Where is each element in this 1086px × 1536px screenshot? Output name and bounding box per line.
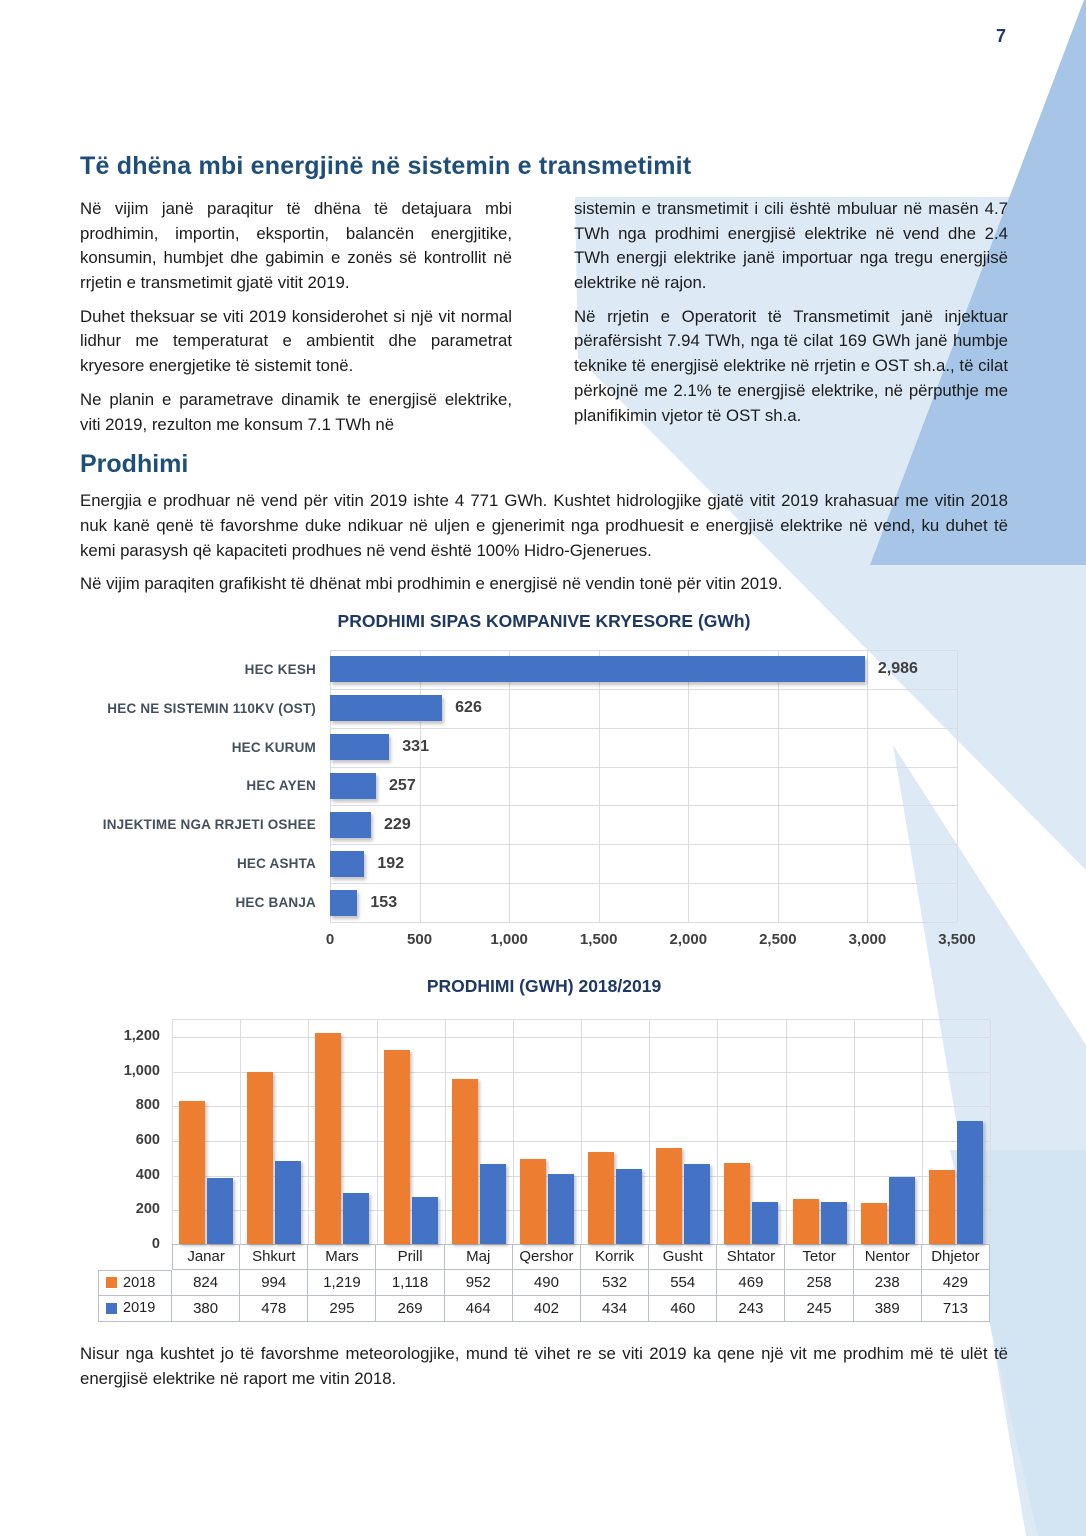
chart2-table-value: 469 (717, 1270, 785, 1296)
chart2-title: PRODHIMI (GWH) 2018/2019 (426, 975, 662, 996)
chart2-y-tick-label: 1,200 (123, 1028, 160, 1045)
chart2-bar-2018 (384, 1050, 410, 1244)
chart1-value-label: 192 (377, 854, 405, 872)
chart2-gridline (513, 1020, 514, 1244)
chart2-bar-2018 (793, 1199, 819, 1244)
chart1-category-label: HEC ASHTA (236, 856, 316, 872)
chart2-gridline (172, 1020, 173, 1244)
chart2-table-value: 269 (376, 1296, 444, 1322)
chart2-table-value: 460 (649, 1296, 717, 1322)
intro-paragraph: sistemin e transmetimit i cili është mbuluar në masën 4.7 TWh nga prodhimi energjisë elektrike në vend dhe 2.4 TWh energji elektrike janë importuar nga tregu energjisë elektrike në rajon. (574, 199, 1008, 293)
chart2-table-value: 554 (649, 1270, 717, 1296)
chart2-bar-2019 (684, 1164, 710, 1244)
chart2-table-value: 1,219 (308, 1270, 376, 1296)
legend-label: 2019 (123, 1300, 156, 1317)
prodhimi-paragraph: Energjia e prodhuar në vend për vitin 2019 ishte 4 771 GWh. Kushtet hidrologjike gjatë vitit 2019 krahasuar me vitin 2018 nuk kanë qenë të favorshme duke ndikuar në uljen e gjenerimit nga prodhuesit e energjisë elektrike në vend, ku duhet të kemi parasysh që kapaciteti prodhues në vend është 100% Hidro-Gjenerues. (80, 491, 1008, 560)
chart2-bar-2019 (343, 1193, 369, 1244)
chart2-y-tick-label: 600 (135, 1132, 160, 1149)
chart2-table-value: 258 (785, 1270, 853, 1296)
chart1-bar (330, 773, 376, 799)
chart2-bar-2019 (275, 1161, 301, 1244)
chart2-y-tick-label: 0 (151, 1235, 160, 1252)
chart2-gridline (172, 1244, 990, 1245)
chart2-bar-2018 (179, 1101, 205, 1244)
chart2-bar-2019 (821, 1202, 847, 1244)
chart2-table-value: 994 (240, 1270, 308, 1296)
chart1-title: PRODHIMI SIPAS KOMPANIVE KRYESORE (GWh) (337, 610, 751, 631)
chart1-category-label: HEC NE SISTEMIN 110KV (OST) (107, 700, 316, 716)
chart2-table-value: 952 (445, 1270, 513, 1296)
chart2-table-value: 429 (922, 1270, 990, 1296)
chart2-gridline (240, 1020, 241, 1244)
closing-paragraph: Nisur nga kushtet jo të favorshme meteorologjike, mund të vihet re se viti 2019 ka qene një vit me prodhim më të ulët të energjisë elektrike në raport me vitin 2018. (80, 1343, 1008, 1388)
chart1-bar (330, 734, 389, 760)
chart2-bar-2019 (207, 1178, 233, 1244)
chart2-data-table (98, 1244, 990, 1322)
chart2-bar-2018 (588, 1152, 614, 1244)
chart2-bar-2018 (861, 1203, 887, 1244)
chart2-table-month-header: Tetor (785, 1244, 853, 1270)
intro-columns (80, 197, 1008, 446)
chart2-table-month-header: Shtator (717, 1244, 785, 1270)
chart-production-by-company (80, 611, 1008, 952)
chart2-bar-2018 (247, 1072, 273, 1244)
chart1-gridline (957, 650, 958, 922)
legend-swatch-2018 (106, 1277, 117, 1288)
chart2-bar-2018 (724, 1163, 750, 1244)
chart2-table-month-header: Dhjetor (922, 1244, 990, 1270)
chart2-table-month-header: Shkurt (240, 1244, 308, 1270)
chart2-gridline (990, 1020, 991, 1244)
chart1-x-tick-label: 2,500 (759, 930, 797, 948)
chart1-gridline (330, 767, 957, 768)
chart2-table-month-header: Gusht (649, 1244, 717, 1270)
chart-production-2018-2019 (80, 976, 1008, 1322)
chart2-y-tick-label: 400 (135, 1166, 160, 1183)
page-number: 7 (995, 26, 1006, 46)
chart2-table-value: 238 (854, 1270, 922, 1296)
chart2-table-value: 464 (445, 1296, 513, 1322)
chart2-table-value: 295 (308, 1296, 376, 1322)
chart1-gridline (330, 650, 957, 651)
chart1-plot-area (330, 650, 957, 922)
chart2-table-month-header: Korrik (581, 1244, 649, 1270)
chart2-bar-2019 (889, 1177, 915, 1244)
chart2-bar-2019 (752, 1202, 778, 1244)
intro-paragraph: Në vijim janë paraqitur të dhëna të detajuara mbi prodhimin, importin, eksportin, balancën energjitike, konsumin, humbjet dhe gabimin e zonës së kontrollit në rrjetin e transmetimit gjatë vitit 2019. (80, 199, 512, 293)
chart1-x-tick-label: 1,500 (579, 930, 618, 948)
chart2-table-value: 532 (581, 1270, 649, 1296)
prodhimi-paragraph: Në vijim paraqiten grafikisht të dhënat mbi prodhimin e energjisë në vendin tonë për vitin 2019. (80, 574, 783, 594)
chart1-bar (330, 851, 364, 877)
chart1-gridline (867, 650, 868, 922)
chart2-plot-area (172, 1019, 990, 1244)
chart1-gridline (330, 844, 957, 845)
chart1-category-label: HEC BANJA (235, 895, 316, 911)
chart2-table-value: 243 (717, 1296, 785, 1322)
chart1-x-tick-label: 0 (325, 930, 335, 948)
chart2-table-month-header: Nentor (854, 1244, 922, 1270)
chart2-table-value: 380 (172, 1296, 240, 1322)
chart1-category-label: INJEKTIME NGA RRJETI OSHEE (102, 817, 316, 833)
chart1-gridline (330, 728, 957, 729)
chart2-table-value: 824 (172, 1270, 240, 1296)
page-title: Të dhëna mbi energjinë në sistemin e transmetimit (80, 152, 692, 180)
intro-paragraph: Në rrjetin e Operatorit të Transmetimit janë injektuar përafërsisht 7.94 TWh, nga të cilat 169 GWh janë humbje teknike të energjisë elektrike në rrjetin e OST sh.a., të cilat përkojnë me 2.1% te energjisë elektrike, në përputhje me planifikimin vjetor të OST sh.a. (574, 306, 1008, 425)
chart2-table-month-header: Prill (376, 1244, 444, 1270)
chart1-category-label: HEC KESH (244, 661, 316, 677)
chart1-body (80, 650, 1008, 922)
legend-label: 2018 (123, 1274, 156, 1291)
chart2-bar-2018 (315, 1033, 341, 1244)
chart2-bar-2019 (480, 1164, 506, 1244)
chart1-gridline (509, 650, 510, 922)
chart2-y-tick-label: 1,000 (123, 1062, 160, 1079)
chart1-gridline (599, 650, 600, 922)
chart2-bar-2018 (520, 1159, 546, 1244)
legend-swatch-2019 (106, 1303, 117, 1314)
chart2-y-tick-label: 200 (135, 1201, 160, 1218)
chart2-table-value: 434 (581, 1296, 649, 1322)
chart2-bar-2019 (548, 1174, 574, 1244)
chart2-bar-2019 (616, 1169, 642, 1244)
intro-paragraph: Ne planin e parametrave dinamik te energjisë elektrike, viti 2019, rezulton me konsum 7.1 TWh në (80, 389, 512, 434)
chart1-value-label: 153 (370, 893, 398, 911)
intro-right-column (574, 197, 1008, 446)
chart2-table-month-header: Maj (445, 1244, 513, 1270)
chart2-bar-2018 (452, 1079, 478, 1244)
chart1-bar (330, 812, 371, 838)
chart2-gridline (717, 1020, 718, 1244)
chart2-gridline (854, 1020, 855, 1244)
chart1-value-label: 626 (455, 699, 482, 717)
chart1-x-tick-label: 3,000 (848, 930, 887, 948)
chart2-table-value: 245 (785, 1296, 853, 1322)
chart1-gridline (330, 689, 957, 690)
chart1-x-tick-label: 500 (407, 930, 433, 948)
chart2-table-month-header: Qershor (513, 1244, 581, 1270)
chart2-bar-2019 (412, 1197, 438, 1244)
chart1-x-axis (325, 922, 976, 952)
chart1-category-labels (80, 650, 330, 922)
chart2-gridline (581, 1020, 582, 1244)
chart2-table-month-header: Mars (308, 1244, 376, 1270)
chart2-gridline (649, 1020, 650, 1244)
chart1-x-tick-label: 1,000 (490, 930, 528, 948)
intro-paragraph: Duhet theksuar se viti 2019 konsiderohet si një vit normal lidhur me temperaturat e ambientit dhe parametrat kryesore energjetike të sistemit tonë. (80, 306, 512, 376)
chart2-legend-item-2019 (98, 1296, 172, 1322)
chart2-gridline (308, 1020, 309, 1244)
chart2-table-value: 1,118 (376, 1270, 444, 1296)
chart1-value-label: 257 (389, 776, 416, 794)
chart1-value-label: 2,986 (877, 660, 918, 678)
chart2-y-axis (98, 1019, 172, 1252)
chart2-bar-2019 (957, 1121, 983, 1244)
chart1-bar (330, 656, 865, 682)
chart1-bar (330, 695, 442, 721)
chart1-gridline (688, 650, 689, 922)
chart1-x-tick-label: 3,500 (938, 930, 976, 948)
chart1-gridline (330, 805, 957, 806)
chart2-gridline (377, 1020, 378, 1244)
chart2-table-value: 402 (513, 1296, 581, 1322)
chart1-bar (330, 890, 357, 916)
chart2-gridline (445, 1020, 446, 1244)
intro-left-column (80, 197, 512, 446)
chart2-table-value: 490 (513, 1270, 581, 1296)
chart2-body (98, 1019, 990, 1322)
chart1-gridline (330, 883, 957, 884)
chart2-table-value: 478 (240, 1296, 308, 1322)
chart1-category-label: HEC KURUM (231, 739, 316, 755)
chart2-table-value: 389 (854, 1296, 922, 1322)
chart1-x-tick-label: 2,000 (669, 930, 708, 948)
chart1-category-label: HEC AYEN (246, 778, 316, 794)
page-content (0, 152, 1086, 1391)
chart1-gridline (778, 650, 779, 922)
chart2-bar-2018 (929, 1170, 955, 1244)
chart1-value-label: 229 (384, 815, 411, 833)
chart2-gridline (922, 1020, 923, 1244)
chart2-table-value: 713 (922, 1296, 990, 1322)
chart2-table-month-header: Janar (172, 1244, 240, 1270)
section-title-prodhimi: Prodhimi (80, 450, 189, 479)
chart2-plot-row (98, 1019, 990, 1252)
chart2-y-tick-label: 800 (135, 1097, 160, 1114)
chart2-table-corner (98, 1244, 172, 1270)
chart1-value-label: 331 (402, 738, 429, 756)
chart2-legend-item-2018 (98, 1270, 172, 1296)
chart2-gridline (786, 1020, 787, 1244)
chart1-gridline (420, 650, 421, 922)
chart2-bar-2018 (656, 1148, 682, 1244)
